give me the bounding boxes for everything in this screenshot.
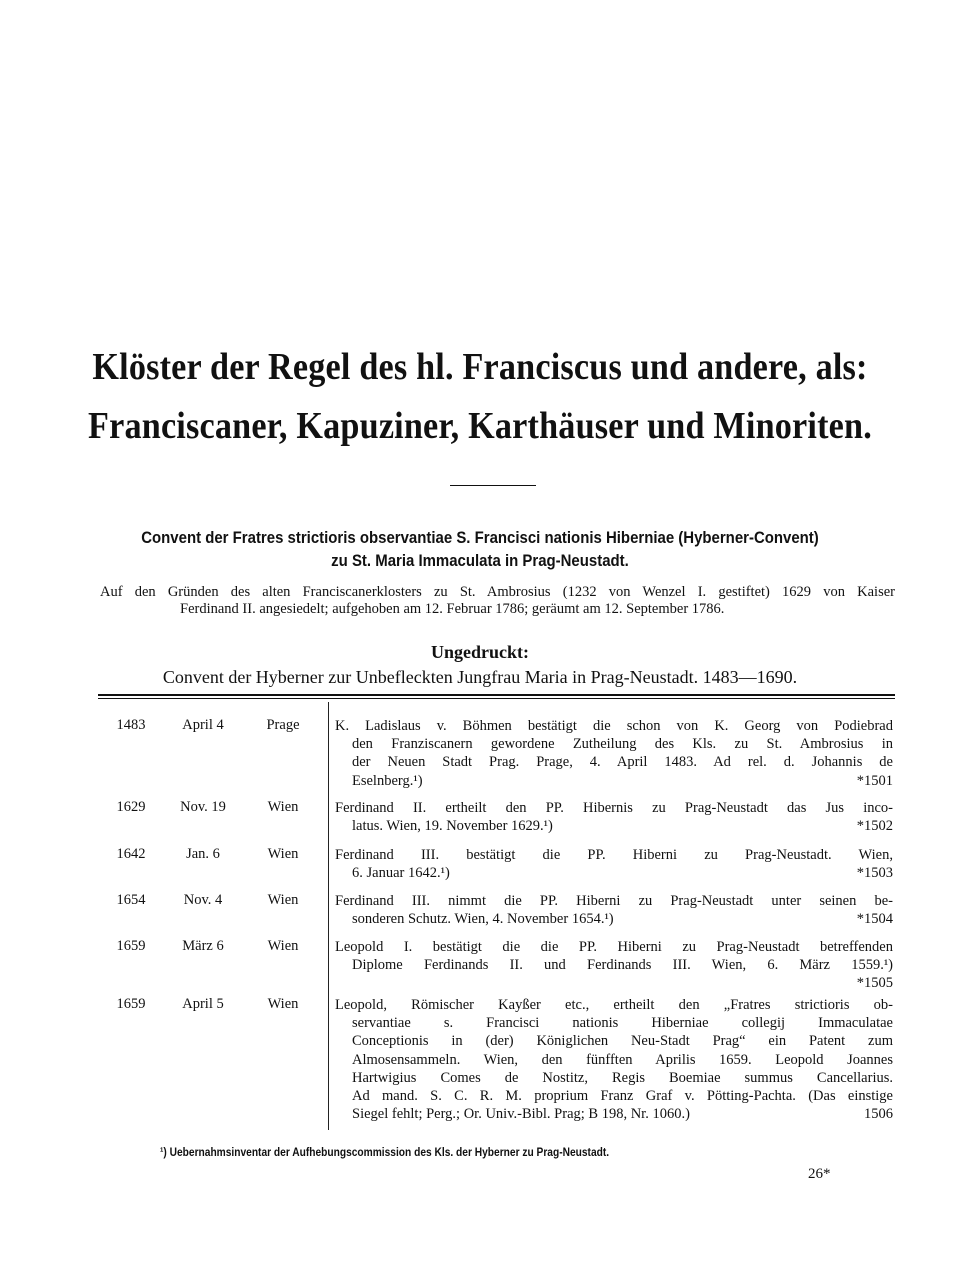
entry-line: 6. Januar 1642.¹) [352,865,450,882]
entry-line: Leopold, Römischer Kayßer etc., ertheilt den „Fratres strictioris ob- [335,997,893,1013]
section-heading-line-2: zu St. Maria Immaculata in Prag-Neustadt. [331,551,629,570]
entry-text [335,717,893,790]
table-column-divider [328,702,329,1130]
entry-line: sonderen Schutz. Wien, 4. November 1654.¹) [352,911,614,928]
entry-text [335,892,893,928]
entry-line: Ferdinand II. ertheilt den PP. Hibernis zu Prag-Neustadt das Jus inco- [335,800,893,816]
entry-line: den Franziscanern gewordene Zutheilung des Kls. zu St. Ambrosius in [352,736,893,753]
entry-place: Wien [267,996,299,1012]
entry-line: latus. Wien, 19. November 1629.¹) [352,818,553,835]
entry-place: Wien [267,892,299,908]
footnote: ¹) Uebernahmsinventar der Aufhebungscommission des Kls. der Hyberner zu Prag-Neustadt. [160,1145,610,1159]
section-heading-line-1: Convent der Fratres strictioris observantiae S. Francisci nationis Hiberniae (Hyberner-Convent) [141,528,819,547]
entry-line: Conceptionis in (der) Königlichen Neu-Stadt Prag“ ein Patent zum [352,1033,893,1050]
entry-line: servantiae s. Francisci nationis Hiberniae collegij Immaculatae [352,1015,893,1032]
entry-place: Wien [267,938,299,954]
entry-text [335,996,893,1123]
entry-line: Siegel fehlt; Perg.; Or. Univ.-Bibl. Prag; B 198, Nr. 1060.) [352,1106,690,1123]
entry-line: Leopold I. bestätigt die die PP. Hiberni zu Prag-Neustadt betreffenden [335,939,893,955]
entry-date: Nov. 4 [183,892,223,908]
entry-date: März 6 [182,938,224,954]
entry-number: *1505 [856,975,893,992]
entry-number: 1506 [864,1106,893,1123]
entry-date: April 5 [182,996,224,1012]
page-title-line-1: Klöster der Regel des hl. Franciscus und andere, als: [92,346,868,388]
intro-text-line-2: Ferdinand II. angesiedelt; aufgehoben am 12. Februar 1786; geräumt am 12. September 1786. [180,601,725,617]
entry-line: Hartwigius Comes de Nostitz, Regis Boemiae summus Cancellarius. [352,1069,893,1086]
entry-line: der Neuen Stadt Prag. Prage, 4. April 1483. Ad rel. d. Johannis de [352,754,893,771]
intro-text-line-1: Auf den Gründen des alten Franciscanerklosters zu St. Ambrosius (1232 von Wenzel I. gestiftet) 1629 von Kaiser [100,584,895,600]
entry-year: 1654 [116,892,146,908]
entry-text [335,938,893,993]
ungedruckt-label: Ungedruckt: [431,642,529,662]
entry-date: Jan. 6 [186,846,220,862]
entry-number: *1503 [856,865,893,882]
entry-line: Ferdinand III. bestätigt die PP. Hiberni zu Prag-Neustadt. Wien, [335,847,893,863]
table-top-rule-thin [98,698,895,699]
page-number: 26* [808,1166,831,1182]
entry-line: Eselnberg.¹) [352,772,423,789]
entry-year: 1659 [116,938,146,954]
entry-line: Ferdinand III. nimmt die PP. Hiberni zu Prag-Neustadt unter seinen be- [335,893,893,909]
entry-number: *1504 [856,911,893,928]
entry-place: Prage [266,717,300,733]
entry-line: K. Ladislaus v. Böhmen bestätigt die schon von K. Georg von Podiebrad [335,718,893,734]
entry-line: Diplome Ferdinands II. und Ferdinands III. Wien, 6. März 1559.¹) [352,957,893,974]
entry-place: Wien [267,846,299,862]
collection-subheading: Convent der Hyberner zur Unbefleckten Jungfrau Maria in Prag-Neustadt. 1483—1690. [162,667,798,687]
entry-number: *1502 [856,818,893,835]
entry-number: *1501 [856,772,893,789]
entry-place: Wien [267,799,299,815]
entry-date: Nov. 19 [180,799,226,815]
entry-year: 1642 [116,846,146,862]
entry-text [335,799,893,835]
entry-year: 1659 [116,996,146,1012]
entry-date: April 4 [182,717,224,733]
title-divider [450,485,536,486]
page-title-line-2: Franciscaner, Kapuziner, Karthäuser und Minoriten. [88,405,872,447]
entry-text [335,846,893,882]
entry-line: Almosensammeln. Wien, den fünfften Aprilis 1659. Leopold Joannes [352,1051,893,1068]
entry-line: Ad mand. S. C. R. M. proprium Franz Graf v. Pötting-Pachta. (Das einstige [352,1088,893,1105]
entry-year: 1629 [116,799,146,815]
entry-year: 1483 [116,717,146,733]
table-top-rule [98,694,895,696]
